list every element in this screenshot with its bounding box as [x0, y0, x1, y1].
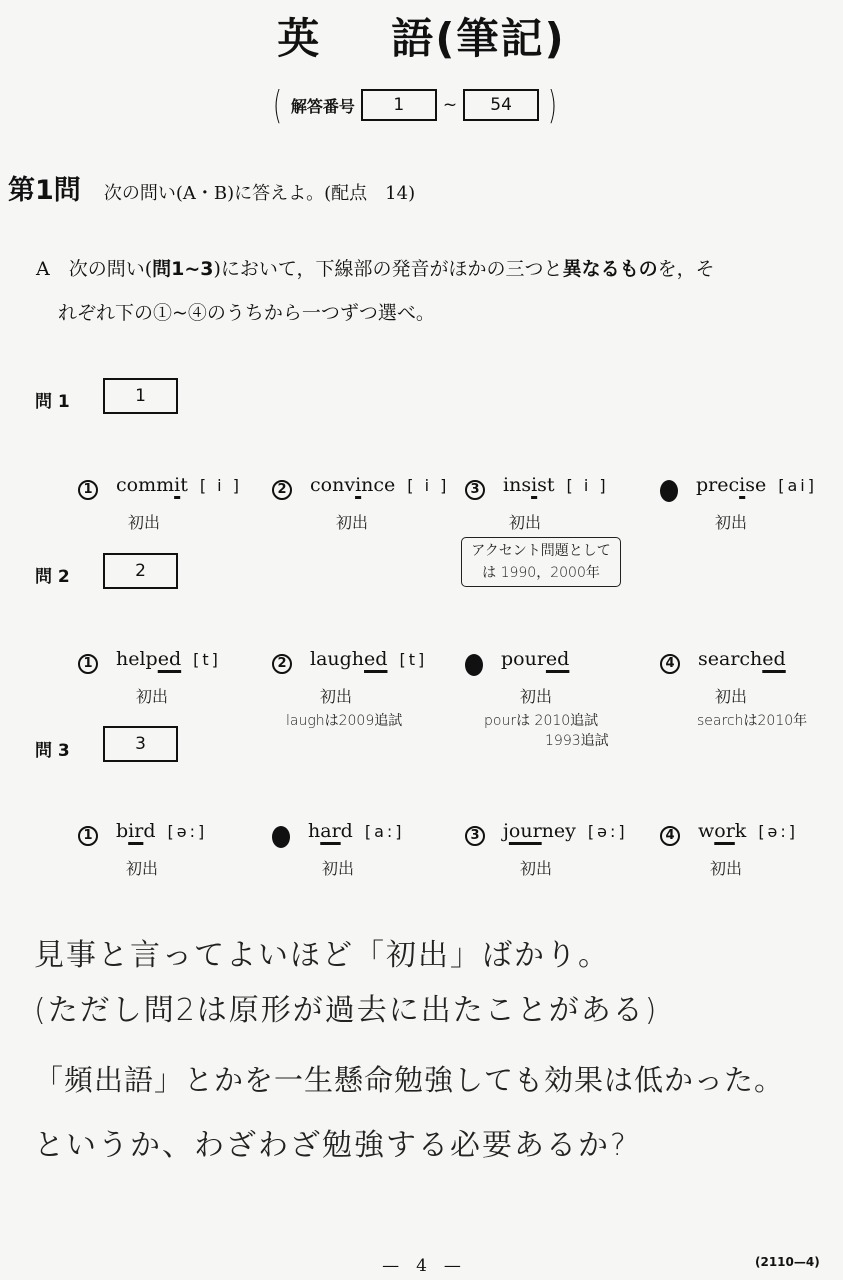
handwritten-note: 初出 [320, 687, 353, 706]
q2-option-3-marked[interactable]: 3 pour ed [465, 648, 569, 674]
q2-option-2[interactable]: 2 laugh ed [t] [272, 648, 427, 672]
answer-range-label: 解答番号 [290, 96, 355, 116]
page-number: — 4 — [382, 1256, 461, 1276]
q3-option-4[interactable]: 4 w or k [ə:] [660, 820, 798, 844]
q3-option-1[interactable]: 1 b ir d [ə:] [78, 820, 207, 844]
q3-answer-box: 3 [103, 726, 178, 762]
handwritten-note: 初出 [520, 687, 553, 706]
handwritten-note: 初出 [715, 687, 748, 706]
ipa-note: [ i ] [199, 476, 242, 495]
handwritten-note: 初出 [126, 859, 159, 878]
filled-mark: 4 [660, 480, 678, 502]
filled-mark: 3 [465, 654, 483, 676]
q2-label: 問 2 [35, 567, 70, 587]
question-1-heading [8, 168, 415, 207]
handwritten-note: 初出 [322, 859, 355, 878]
handwritten-note: searchは2010年 [697, 713, 808, 729]
question-1-label: 第1問 [8, 175, 81, 206]
part-a-instruction-line1: A 次の問い(問1~3)において，下線部の発音がほかの三つと異なるものを，そ [36, 258, 715, 280]
option-number-1: 1 [78, 480, 98, 500]
q1-option-4-marked[interactable]: 4 prec i se [ai] [660, 474, 817, 500]
question-1-text: 次の問い(A・B)に答えよ。(配点 14) [103, 183, 416, 204]
handwritten-comment-line2: (ただし問2は原形が過去に出たことがある) [34, 993, 659, 1028]
handwritten-note: 初出 [128, 513, 161, 532]
handwritten-note: 初出 [520, 859, 553, 878]
q1-answer-box: 1 [103, 378, 178, 414]
handwritten-comment-line4: というか、わざわざ勉強する必要あるか? [34, 1128, 628, 1163]
q1-option-2[interactable]: 2 conv i nce [ i ] [272, 474, 449, 498]
handwritten-comment-line3: 「頻出語」とかを一生懸命勉強しても効果は低かった。 [34, 1063, 785, 1097]
handwritten-note: 1993追試 [545, 733, 609, 749]
answer-end-box: 54 [463, 89, 539, 121]
handwritten-note: 初出 [136, 687, 169, 706]
q2-option-1[interactable]: 1 help ed [t] [78, 648, 221, 672]
q1-option-1[interactable]: 1 comm i t [ i ] [78, 474, 242, 498]
q2-option-4[interactable]: 4 search ed [660, 648, 786, 672]
handwritten-boxed-note: アクセント問題としては 1990，2000年 [461, 537, 621, 587]
handwritten-note: 初出 [715, 513, 748, 532]
q1-label: 問 1 [35, 392, 70, 412]
q3-option-2-marked[interactable]: 2 h ar d [a:] [272, 820, 405, 846]
page-title: 英 語(筆記) [277, 14, 566, 63]
answer-range: ( 解答番号 1 ~ 54 ) [272, 83, 557, 127]
q2-answer-box: 2 [103, 553, 178, 589]
handwritten-note: 初出 [509, 513, 542, 532]
handwritten-comment-line1: 見事と言ってよいほど「初出」ばかり。 [34, 938, 610, 973]
q3-label: 問 3 [35, 741, 70, 761]
handwritten-note: 初出 [710, 859, 743, 878]
part-a-instruction-line2: れぞれ下の①~④のうちから一つずつ選べ。 [58, 302, 435, 324]
filled-mark: 2 [272, 826, 290, 848]
handwritten-note: pourは 2010追試 [484, 713, 599, 729]
q3-option-3[interactable]: 3 j our ney [ə:] [465, 820, 628, 844]
answer-start-box: 1 [361, 89, 437, 121]
q1-option-3[interactable]: 3 ins i st [ i ] [465, 474, 609, 498]
handwritten-note: laughは2009追試 [286, 713, 403, 729]
page-code: (2110—4) [755, 1255, 820, 1269]
handwritten-note: 初出 [336, 513, 369, 532]
